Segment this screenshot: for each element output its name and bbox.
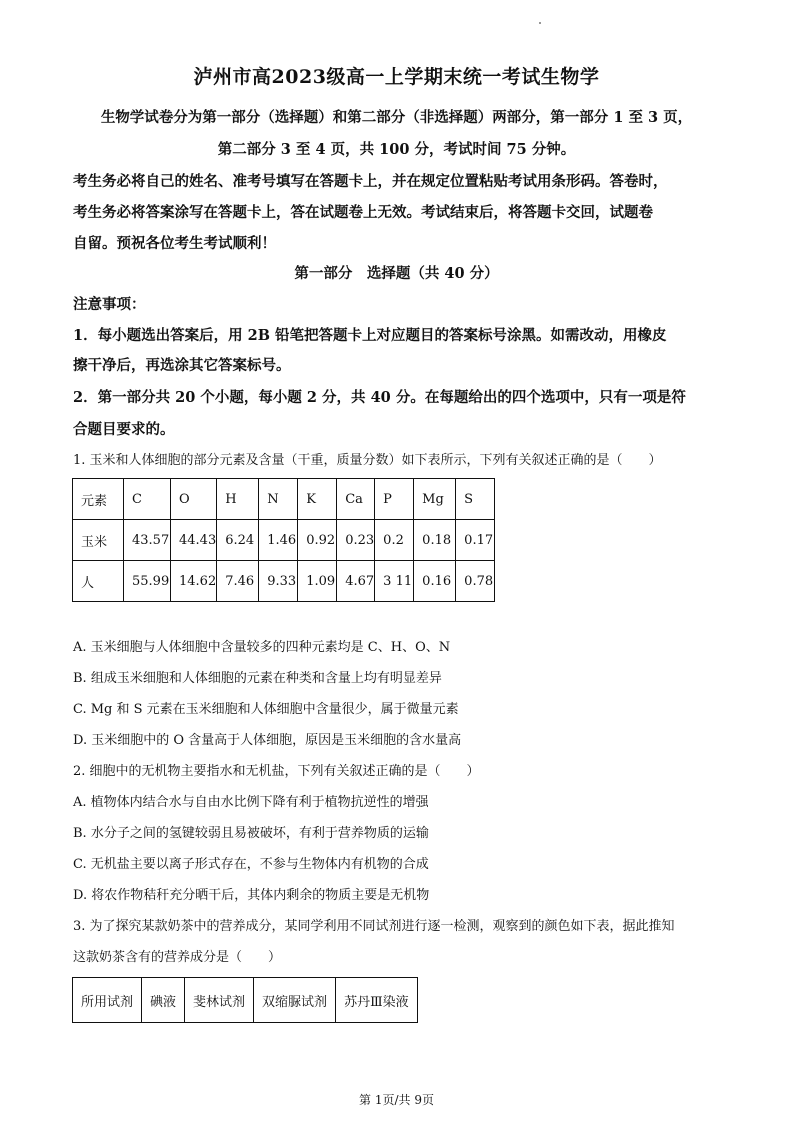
table-cell: K bbox=[298, 479, 337, 520]
table-cell: Ca bbox=[337, 479, 375, 520]
table-cell: 苏丹Ⅲ染液 bbox=[336, 978, 418, 1023]
table-cell: H bbox=[217, 479, 259, 520]
table-cell: Mg bbox=[414, 479, 456, 520]
q3-stem-line-2: 这款奶茶含有的营养成分是（ ） bbox=[73, 950, 282, 965]
q2-option-b: B. 水分子之间的氢键较弱且易被破坏，有利于营养物质的运输 bbox=[73, 826, 429, 841]
table-cell: O bbox=[171, 479, 217, 520]
table-row bbox=[73, 520, 495, 561]
table-cell: 0.23 bbox=[337, 520, 375, 561]
q1-option-b: B. 组成玉米细胞和人体细胞的元素在种类和含量上均有明显差异 bbox=[73, 671, 442, 686]
table-cell: 0.78 bbox=[456, 561, 495, 602]
note-1-line-1: 1．每小题选出答案后，用 2B 铅笔把答题卡上对应题目的答案标号涂黑。如需改动，用橡皮 bbox=[73, 327, 667, 344]
q1-option-c: C. Mg 和 S 元素在玉米细胞和人体细胞中含量很少，属于微量元素 bbox=[73, 702, 459, 717]
intro-line-4: 考生务必将答案涂写在答题卡上，答在试题卷上无效。考试结束后，将答题卡交回，试题卷 bbox=[73, 204, 653, 221]
q2-option-d: D. 将农作物秸秆充分晒干后，其体内剩余的物质主要是无机物 bbox=[73, 888, 430, 903]
table-cell: 3 11 bbox=[375, 561, 414, 602]
table-row bbox=[73, 561, 495, 602]
table-cell: 4.67 bbox=[337, 561, 375, 602]
table-cell: 43.57 bbox=[124, 520, 171, 561]
q2-stem: 2. 细胞中的无机物主要指水和无机盐，下列有关叙述正确的是（ ） bbox=[73, 764, 480, 779]
table-cell: 0.17 bbox=[456, 520, 495, 561]
table-cell: 0.2 bbox=[375, 520, 414, 561]
intro-line-3: 考生务必将自己的姓名、准考号填写在答题卡上，并在规定位置粘贴考试用条形码。答卷时， bbox=[73, 173, 668, 190]
intro-line-2: 第二部分 3 至 4 页，共 100 分，考试时间 75 分钟。 bbox=[217, 141, 576, 158]
table-cell: 1.46 bbox=[259, 520, 298, 561]
table-cell: 0.18 bbox=[414, 520, 456, 561]
exam-title: 泸州市高2023级高一上学期末统一考试生物学 bbox=[193, 66, 600, 88]
table-cell: 14.62 bbox=[171, 561, 217, 602]
table-cell: 玉米 bbox=[73, 520, 124, 561]
table-cell: S bbox=[456, 479, 495, 520]
page-number: 第 1页/共 9页 bbox=[359, 1093, 434, 1107]
intro-line-5: 自留。预祝各位考生考试顺利！ bbox=[73, 235, 276, 252]
table-row bbox=[73, 978, 418, 1023]
table-cell: 0.92 bbox=[298, 520, 337, 561]
table-cell: N bbox=[259, 479, 298, 520]
q2-option-c: C. 无机盐主要以离子形式存在，不参与生物体内有机物的合成 bbox=[73, 857, 429, 872]
q1-option-a: A. 玉米细胞与人体细胞中含量较多的四种元素均是 C、H、O、N bbox=[73, 640, 451, 655]
table-cell: C bbox=[124, 479, 171, 520]
note-2-line-2: 合题目要求的。 bbox=[73, 421, 175, 438]
q1-option-d: D. 玉米细胞中的 O 含量高于人体细胞，原因是玉米细胞的含水量高 bbox=[73, 733, 462, 748]
table-cell: P bbox=[375, 479, 414, 520]
table-cell: 1.09 bbox=[298, 561, 337, 602]
note-1-line-2: 擦干净后，再选涂其它答案标号。 bbox=[73, 357, 291, 374]
table-row bbox=[73, 479, 495, 520]
table-cell: 碘液 bbox=[142, 978, 185, 1023]
note-2-line-1: 2．第一部分共 20 个小题，每小题 2 分，共 40 分。在每题给出的四个选项中，只有一项是符 bbox=[73, 389, 686, 406]
section-heading: 第一部分 选择题（共 40 分） bbox=[294, 265, 499, 282]
table-cell: 所用试剂 bbox=[73, 978, 142, 1023]
notes-heading: 注意事项： bbox=[73, 296, 146, 313]
q2-option-a: A. 植物体内结合水与自由水比例下降有利于植物抗逆性的增强 bbox=[73, 795, 429, 810]
table-cell: 0.16 bbox=[414, 561, 456, 602]
table-cell: 斐林试剂 bbox=[185, 978, 254, 1023]
table-cell: 44.43 bbox=[171, 520, 217, 561]
element-content-table bbox=[72, 478, 495, 602]
reagent-table bbox=[72, 977, 418, 1023]
table-cell: 9.33 bbox=[259, 561, 298, 602]
table-cell: 人 bbox=[73, 561, 124, 602]
q1-stem: 1. 玉米和人体细胞的部分元素及含量（干重，质量分数）如下表所示，下列有关叙述正确的是（ ） bbox=[73, 453, 662, 468]
table-cell: 双缩脲试剂 bbox=[254, 978, 336, 1023]
q3-stem-line-1: 3. 为了探究某款奶茶中的营养成分，某同学利用不同试剂进行逐一检测，观察到的颜色如下表，据此推知 bbox=[73, 919, 675, 934]
speck-mark bbox=[539, 22, 541, 24]
table-cell: 元素 bbox=[73, 479, 124, 520]
table-cell: 7.46 bbox=[217, 561, 259, 602]
table-cell: 6.24 bbox=[217, 520, 259, 561]
intro-line-1: 生物学试卷分为第一部分（选择题）和第二部分（非选择题）两部分，第一部分 1 至 3 页， bbox=[100, 109, 693, 126]
table-cell: 55.99 bbox=[124, 561, 171, 602]
